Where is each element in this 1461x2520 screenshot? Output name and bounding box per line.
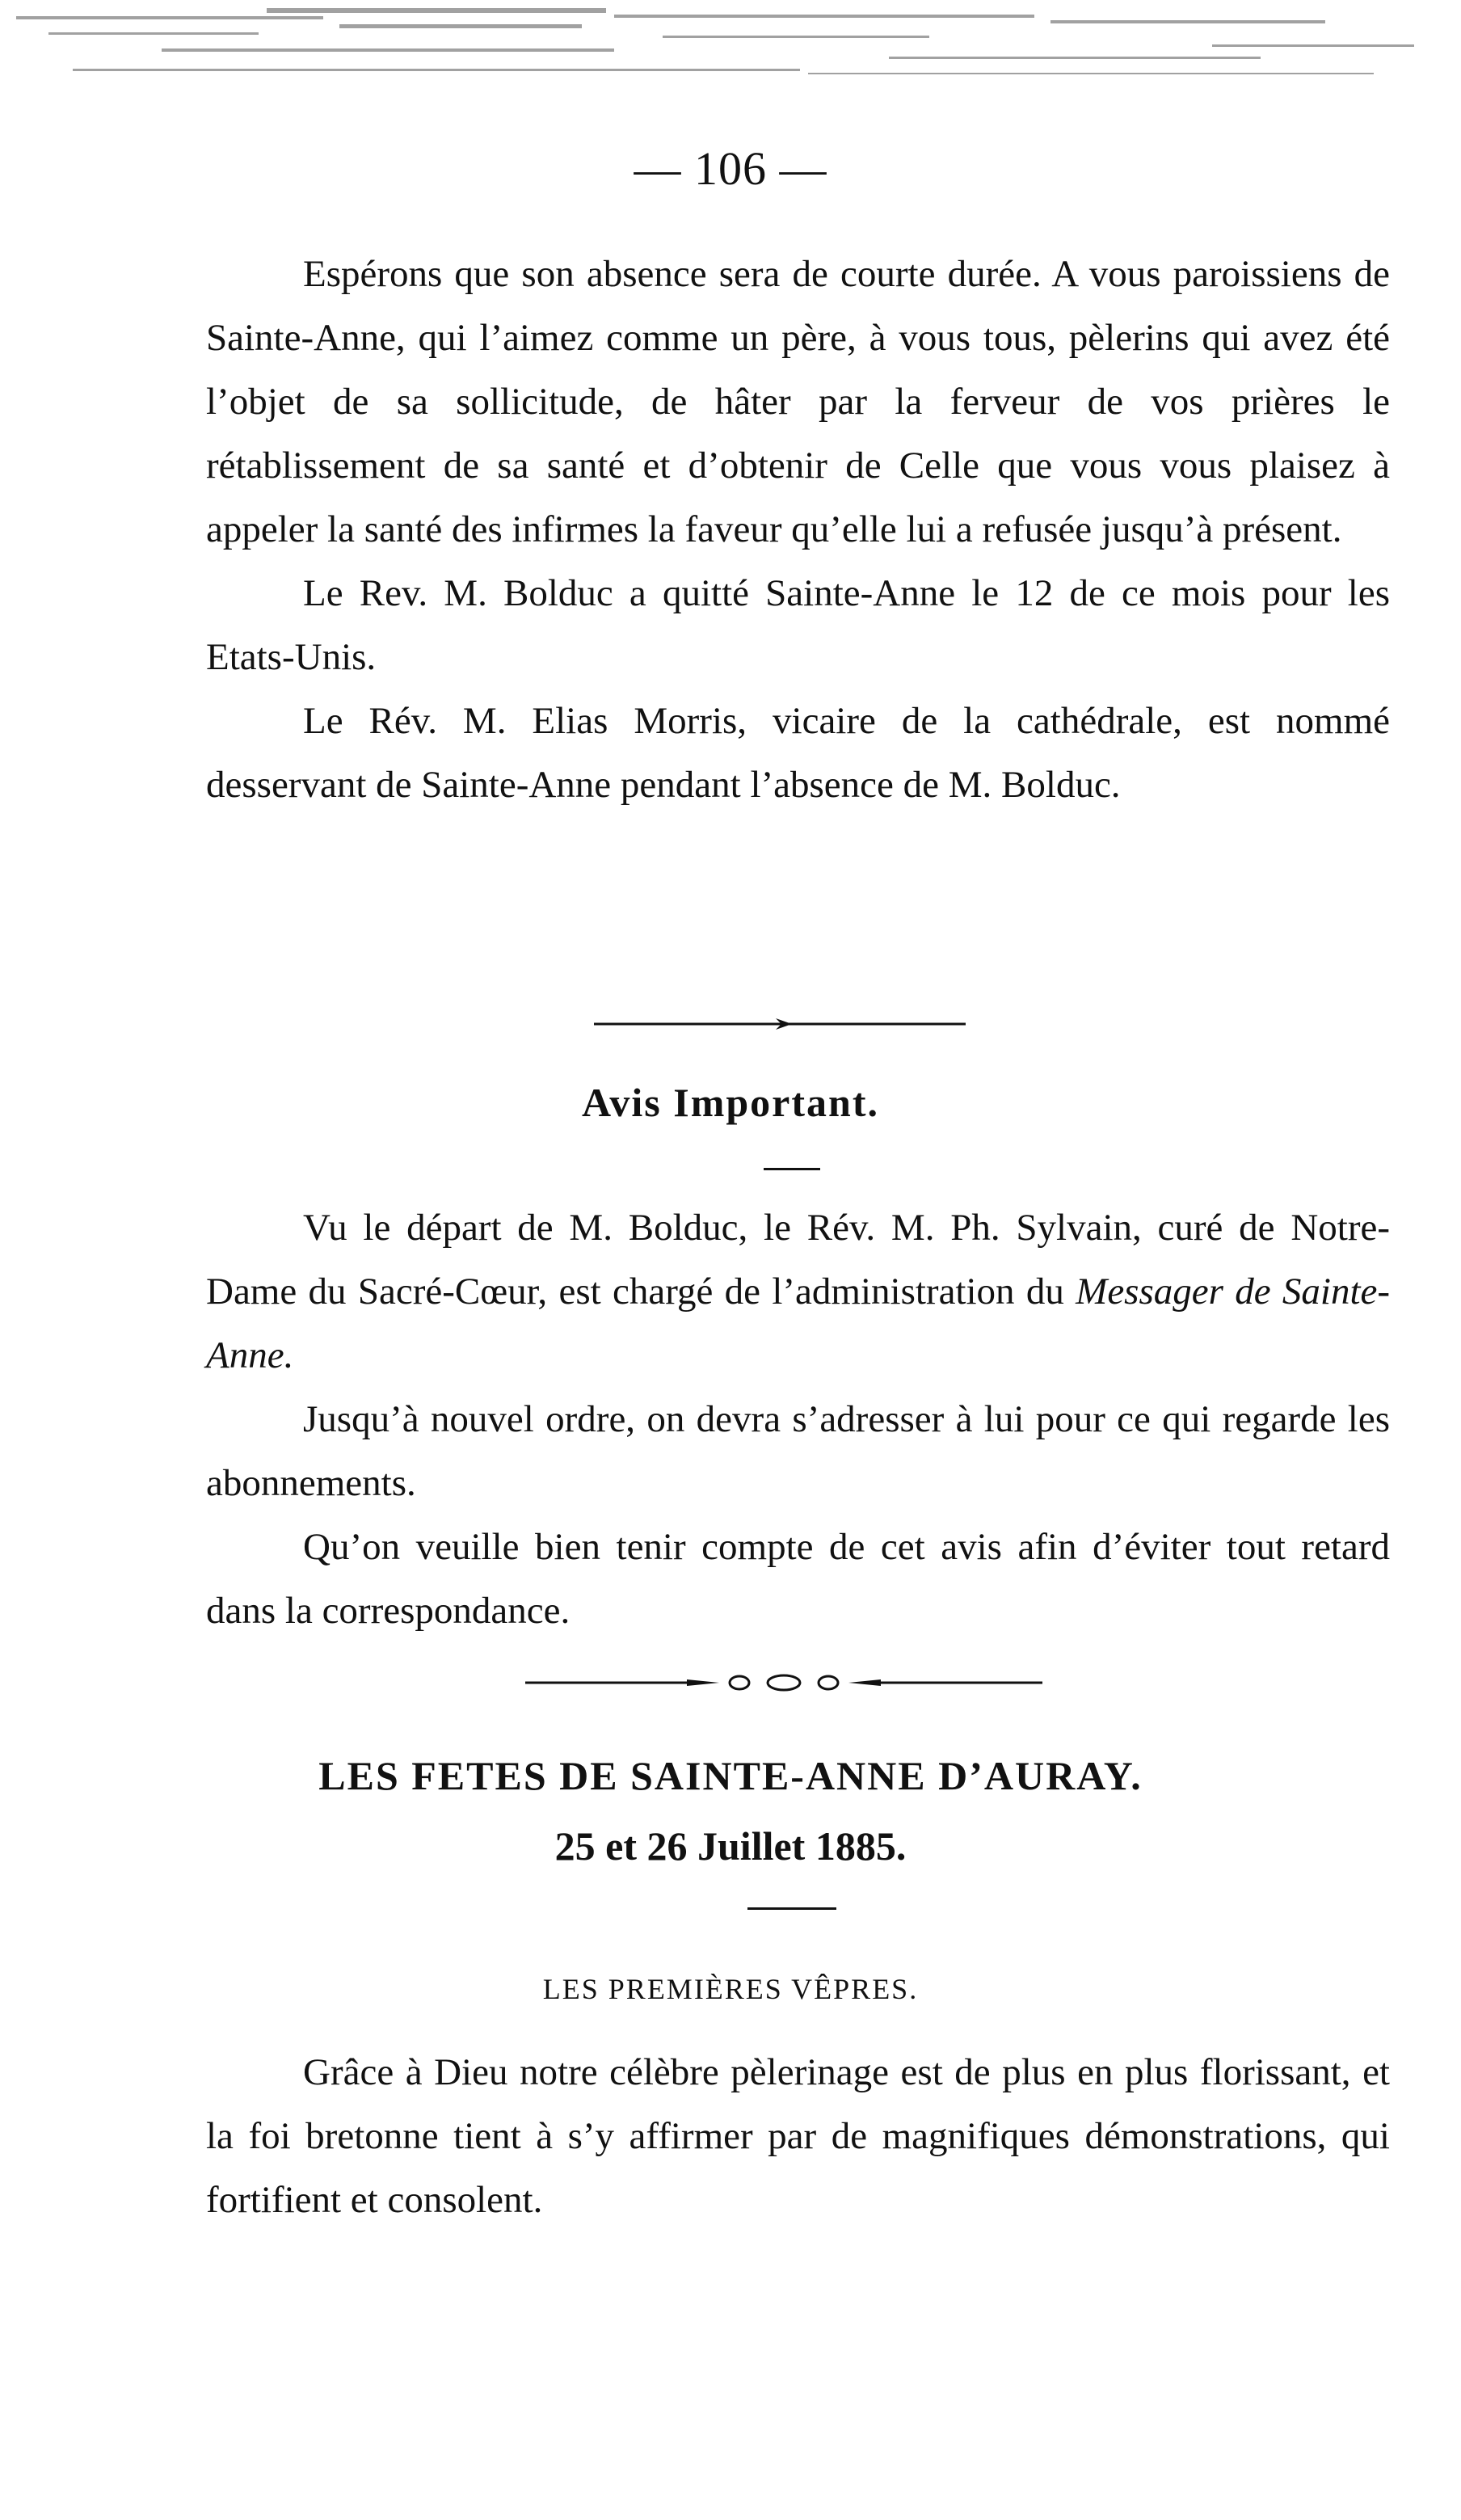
- paragraph-bolduc-departure: Le Rev. M. Bolduc a quitté Sainte-Anne le 12 de ce mois pour les Etats-Unis.: [206, 572, 1390, 678]
- avis-paragraph-1: [206, 1196, 1390, 1388]
- messager-title: Messager de Sainte-Anne.: [206, 1271, 1391, 1376]
- page-number: — 106 —: [634, 142, 827, 195]
- short-rule-2: [747, 1907, 836, 1910]
- fetes-date: 25 et 26 Juillet 1885.: [554, 1823, 907, 1869]
- paragraph-morris-nomination: Le Rév. M. Elias Morris, vicaire de la cathédrale, est nommé desservant de Sainte-Anne pendant l’absence de M. Bolduc.: [206, 700, 1390, 806]
- fetes-title: LES FETES DE SAINTE-ANNE D’AURAY.: [318, 1753, 1143, 1798]
- avis-paragraph-2: Jusqu’à nouvel ordre, on devra s’adresser à lui pour ce qui regarde les abonnements.: [206, 1398, 1390, 1504]
- fetes-body: [206, 2041, 1390, 2232]
- avis-paragraph-3: Qu’on veuille bien tenir compte de cet avis afin d’éviter tout retard dans la correspondance.: [206, 1526, 1390, 1632]
- fetes-subtitle: LES PREMIÈRES VÊPRES.: [542, 1973, 919, 2005]
- body-text-top: [206, 242, 1390, 817]
- avis-title: Avis Important.: [582, 1080, 879, 1125]
- ornament-divider: [594, 1014, 966, 1034]
- scan-noise-band: [0, 0, 1461, 89]
- fetes-paragraph-1: Grâce à Dieu notre célèbre pèlerinage est de plus en plus florissant, et la foi bretonne tient à s’y affirmer par de magnifiques démonstrations, qui fortifient et consolent.: [206, 2051, 1390, 2221]
- avis-body: [206, 1196, 1390, 1643]
- ornament-divider-2: [525, 1671, 1042, 1694]
- short-rule: [764, 1168, 820, 1170]
- avis-p1-text: Vu le départ de M. Bolduc, le Rév. M. Ph. Sylvain, curé de Notre-Dame du Sacré-Cœur, est chargé de l’administration du: [206, 1207, 1390, 1313]
- paragraph-absence: Espérons que son absence sera de courte durée. A vous paroissiens de Sainte-Anne, qui l’aimez comme un père, à vous tous, pèlerins qui avez été l’objet de sa sollicitude, de hâter par la ferveur de vos prières le rétablissement de sa santé et d’obtenir de Celle que vous vous plaisez à appeler la santé des infirmes la faveur qu’elle lui a refusée jusqu’à présent.: [206, 253, 1390, 550]
